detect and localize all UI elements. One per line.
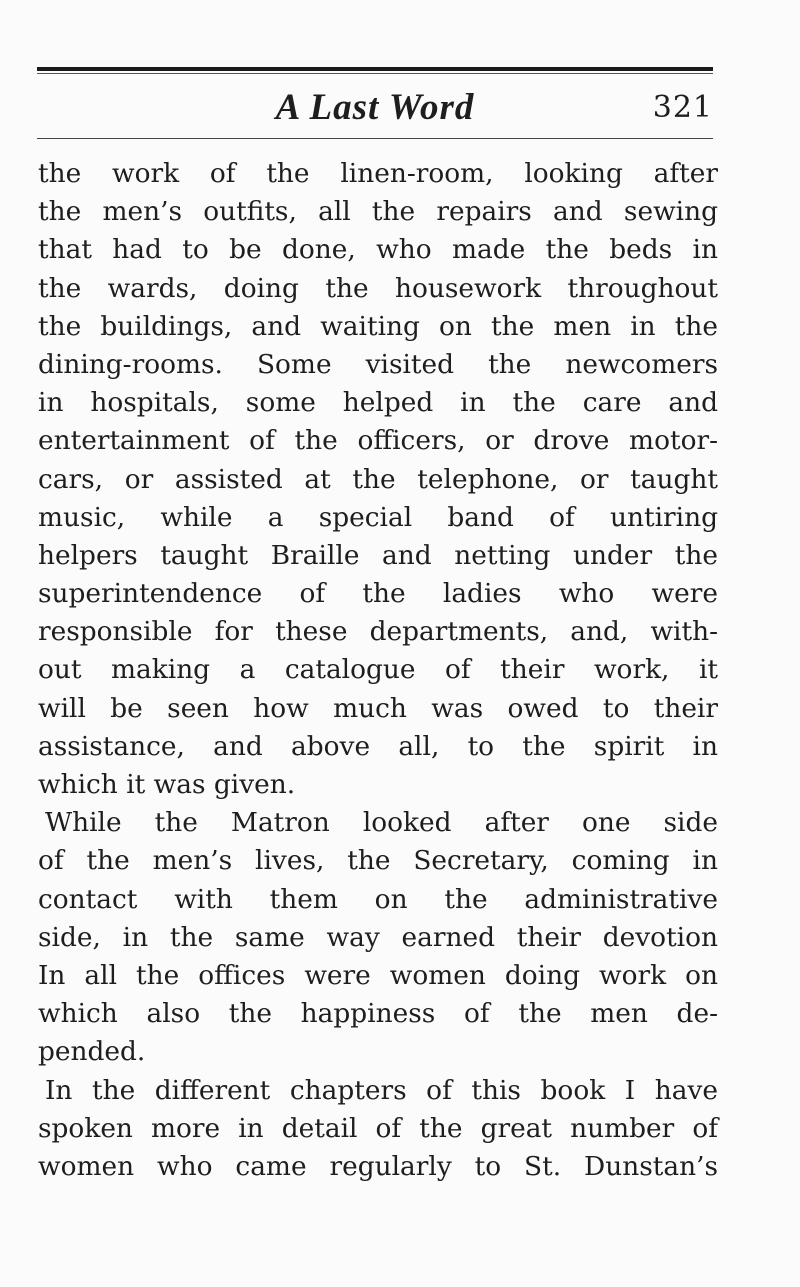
text-line: superintendence of the ladies who were	[38, 578, 718, 610]
text-line: women who came regularly to St. Dunstan’s	[38, 1150, 718, 1182]
header-rule-thin	[37, 73, 713, 74]
text-line: that had to be done, who made the beds in	[38, 234, 718, 266]
text-line: While the Matron looked after one side	[45, 807, 718, 839]
text-line: entertainment of the officers, or drove motor-	[38, 425, 718, 457]
text-line: helpers taught Braille and netting under the	[38, 539, 718, 571]
running-title: A Last Word	[275, 87, 475, 128]
text-line: the wards, doing the housework throughout	[38, 272, 718, 304]
text-line: will be seen how much was owed to their	[38, 692, 718, 724]
body-text	[38, 155, 718, 1186]
text-line: the men’s outfits, all the repairs and sewing	[38, 196, 718, 228]
text-line: of the men’s lives, the Secretary, coming in	[38, 845, 718, 877]
header-rule-thick	[37, 67, 713, 71]
text-line: which it was given.	[38, 769, 296, 800]
text-line: pended.	[38, 1036, 146, 1068]
text-line: side, in the same way earned their devotion	[38, 921, 718, 953]
text-line: responsible for these departments, and, with-	[38, 616, 718, 648]
text-line: contact with them on the administrative	[38, 883, 718, 915]
text-line: the work of the linen-room, looking after	[38, 158, 718, 189]
text-line: spoken more in detail of the great number of	[38, 1112, 718, 1144]
running-header	[37, 84, 713, 134]
text-line: which also the happiness of the men de-	[38, 998, 718, 1030]
text-line: cars, or assisted at the telephone, or taught	[38, 463, 718, 495]
header-rule-bottom	[37, 138, 713, 139]
text-line: In the different chapters of this book I have	[45, 1074, 718, 1106]
text-line: assistance, and above all, to the spirit in	[38, 730, 718, 762]
text-line: music, while a special band of untiring	[38, 501, 718, 533]
text-line: the buildings, and waiting on the men in the	[38, 310, 718, 342]
text-line: out making a catalogue of their work, it	[38, 654, 718, 686]
page-number: 321	[652, 90, 713, 125]
text-line: dining-rooms. Some visited the newcomers	[38, 348, 718, 380]
text-line: In all the offices were women doing work on	[38, 959, 718, 991]
text-line: in hospitals, some helped in the care and	[38, 387, 718, 419]
